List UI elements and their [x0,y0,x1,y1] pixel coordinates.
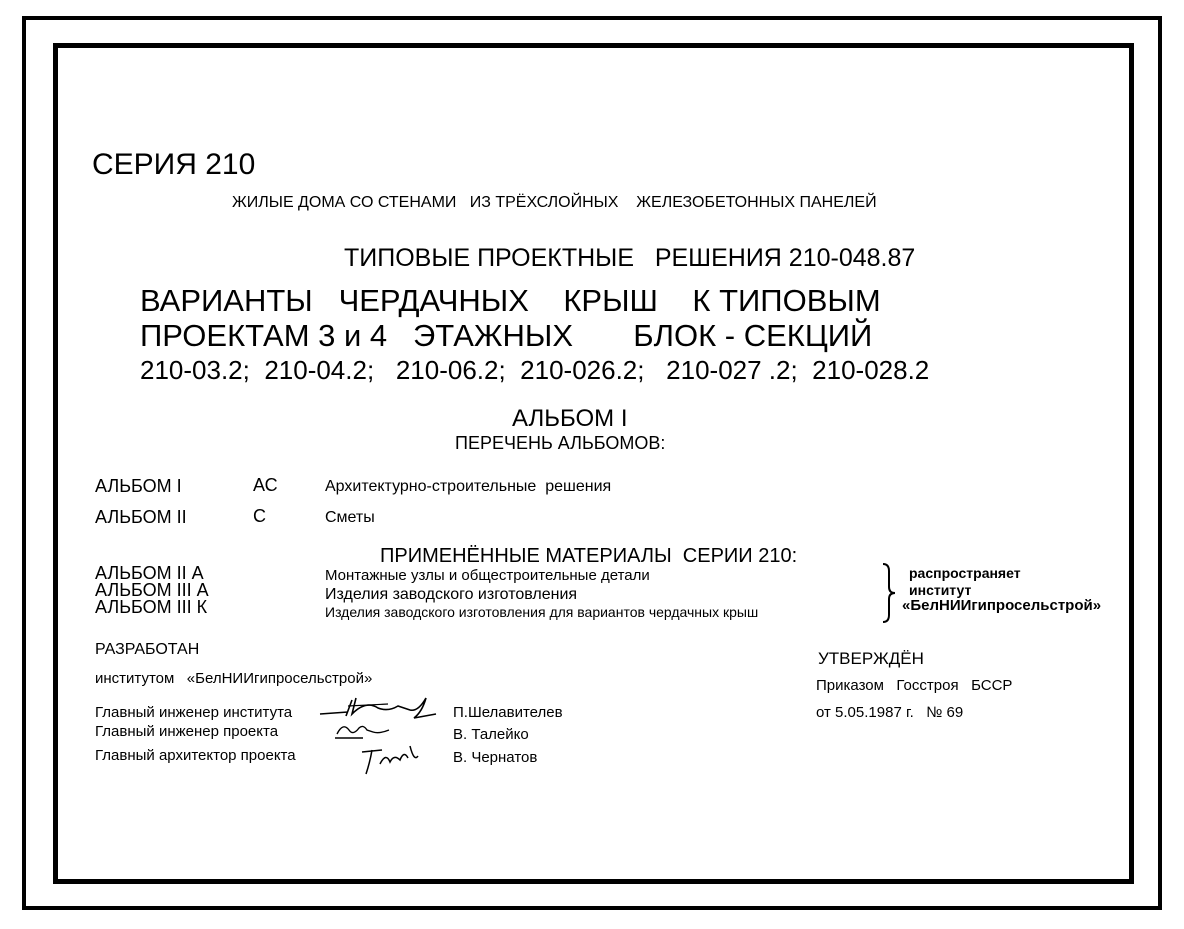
series-title: СЕРИЯ 210 [92,148,256,181]
distributor-line: институт [909,582,972,598]
approved-order: Приказом Госстроя БССР [816,677,1013,694]
material-description: Изделия заводского изготовления [325,586,578,603]
album-code: С [253,506,266,526]
main-title-line-1: ВАРИАНТЫ ЧЕРДАЧНЫХ КРЫШ К ТИПОВЫМ [140,283,881,318]
staff-role: Главный архитектор проекта [95,747,296,764]
staff-name: В. Талейко [453,726,529,743]
album-list-heading: ПЕРЕЧЕНЬ АЛЬБОМОВ: [455,433,666,453]
main-title-line-2: ПРОЕКТАМ 3 и 4 ЭТАЖНЫХ БЛОК - СЕКЦИЙ [140,318,873,353]
signature-chief-engineer-project [333,720,393,742]
material-description: Изделия заводского изготовления для вариантов чердачных крыш [325,604,759,620]
staff-role: Главный инженер института [95,704,293,721]
album-heading: АЛЬБОМ I [512,405,628,432]
approved-date: от 5.05.1987 г. № 69 [816,704,964,721]
material-album-name: АЛЬБОМ III А [95,580,209,600]
album-description: Архитектурно-строительные решения [325,478,612,495]
project-numbers: 210-03.2; 210-04.2; 210-06.2; 210-026.2; 210-027 .2; 210-028.2 [140,355,930,385]
approved-label: УТВЕРЖДЁН [818,649,924,668]
distributor-name: «БелНИИгипросельстрой» [902,597,1102,614]
distributor-line: распространяет [909,565,1021,581]
material-album-name: АЛЬБОМ III К [95,597,208,617]
album-name: АЛЬБОМ I [95,476,182,496]
signature-chief-engineer-institute [318,694,438,722]
material-album-name: АЛЬБОМ II А [95,563,204,583]
album-description: Сметы [325,509,375,526]
album-name: АЛЬБОМ II [95,507,187,527]
signature-chief-architect [360,742,426,778]
subtitle: ЖИЛЫЕ ДОМА СО СТЕНАМИ ИЗ ТРЁХСЛОЙНЫХ ЖЕЛЕЗОБЕТОННЫХ ПАНЕЛЕЙ [232,194,877,211]
staff-name: П.Шелавителев [453,704,563,721]
album-code: АС [253,475,278,495]
developed-by: институтом «БелНИИгипросельстрой» [95,670,373,687]
material-description: Монтажные узлы и общестроительные детали [325,567,650,584]
materials-heading: ПРИМЕНЁННЫЕ МАТЕРИАЛЫ СЕРИИ 210: [380,545,798,567]
solutions-line: ТИПОВЫЕ ПРОЕКТНЫЕ РЕШЕНИЯ 210-048.87 [344,244,916,272]
developed-label: РАЗРАБОТАН [95,641,200,658]
staff-name: В. Чернатов [453,749,538,766]
brace-icon [880,563,898,623]
staff-role: Главный инженер проекта [95,723,279,740]
